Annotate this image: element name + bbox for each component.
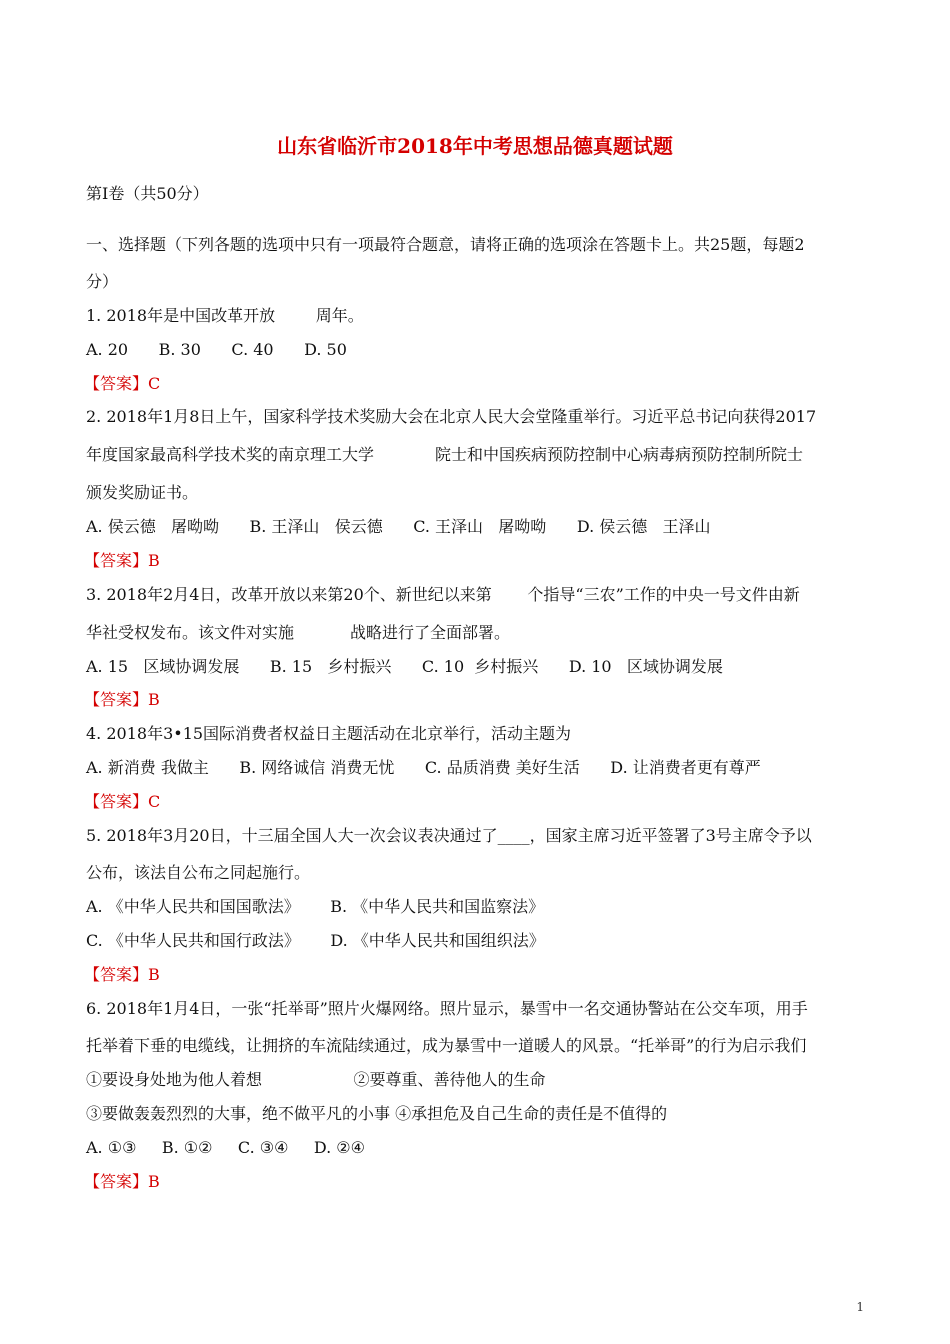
answer-label: 【答案】C [84,374,161,393]
answer-label: 【答案】B [84,1172,160,1191]
answer-label: 【答案】B [84,690,160,709]
question-options: A. 新消费 我做主 B. 网络诚信 消费无忧 C. 品质消费 美好生活 D. 让消费者更有尊严 [86,758,761,777]
question-options: A. 15 区域协调发展 B. 15 乡村振兴 C. 10 乡村振兴 D. 10 区域协调发展 [86,657,723,676]
document-title: 山东省临沂市2018年中考思想品德真题试题 [277,134,673,158]
question-options: C. 《中华人民共和国行政法》 D. 《中华人民共和国组织法》 [86,931,545,950]
question-stem: 华社受权发布。该文件对实施 战略进行了全面部署。 [86,623,510,642]
question-options: A. 《中华人民共和国国歌法》 B. 《中华人民共和国监察法》 [86,897,545,916]
section-header: 第Ⅰ卷（共50分） [86,184,209,203]
question-stem: 2. 2018年1月8日上午，国家科学技术奖励大会在北京人民大会堂隆重举行。习近平总书记向获得2017 [86,407,817,426]
question-stem: 公布，该法自公布之同起施行。 [86,863,311,882]
question-stem: 1. 2018年是中国改革开放 周年。 [86,306,364,325]
question-stem: 6. 2018年1月4日，一张“托举哥”照片火爆网络。照片显示，暴雪中一名交通协警站在公交车项，用手 [86,999,808,1018]
instruction-line: 分） [86,272,119,291]
answer-label: 【答案】B [84,551,160,570]
question-stem: 5. 2018年3月20日，十三届全国人大一次会议表决通过了____，国家主席习近平签署了3号主席令予以 [86,826,812,845]
question-stem: 4. 2018年3•15国际消费者权益日主题活动在北京举行，活动主题为 [86,724,572,743]
question-stem: 年度国家最高科学技术奖的南京理工大学 院士和中国疾病预防控制中心病毒病预防控制所院士 [86,445,804,464]
instruction-line: 一、选择题（下列各题的选项中只有一项最符合题意，请将正确的选项涂在答题卡上。共25题，每题2 [86,235,805,254]
question-stem: 3. 2018年2月4日，改革开放以来第20个、新世纪以来第 个指导“三农”工作的中央一号文件由新 [86,585,800,604]
answer-label: 【答案】B [84,965,160,984]
question-options: A. 侯云德 屠呦呦 B. 王泽山 侯云德 C. 王泽山 屠呦呦 D. 侯云德 王泽山 [86,517,711,536]
answer-label: 【答案】C [84,792,161,811]
question-stem: 托举着下垂的电缆线，让拥挤的车流陆续通过，成为暴雪中一道暖人的风景。“托举哥”的行为启示我们 [86,1036,807,1055]
question-options: A. ①③ B. ①② C. ③④ D. ②④ [86,1138,365,1157]
question-stem: ③要做轰轰烈烈的大事，绝不做平凡的小事 ④承担危及自己生命的责任是不值得的 [86,1104,668,1123]
question-stem: ①要设身处地为他人着想 ②要尊重、善待他人的生命 [86,1070,546,1089]
question-options: A. 20 B. 30 C. 40 D. 50 [86,340,347,359]
question-stem: 颁发奖励证书。 [86,483,199,502]
page-number: 1 [856,1300,864,1314]
